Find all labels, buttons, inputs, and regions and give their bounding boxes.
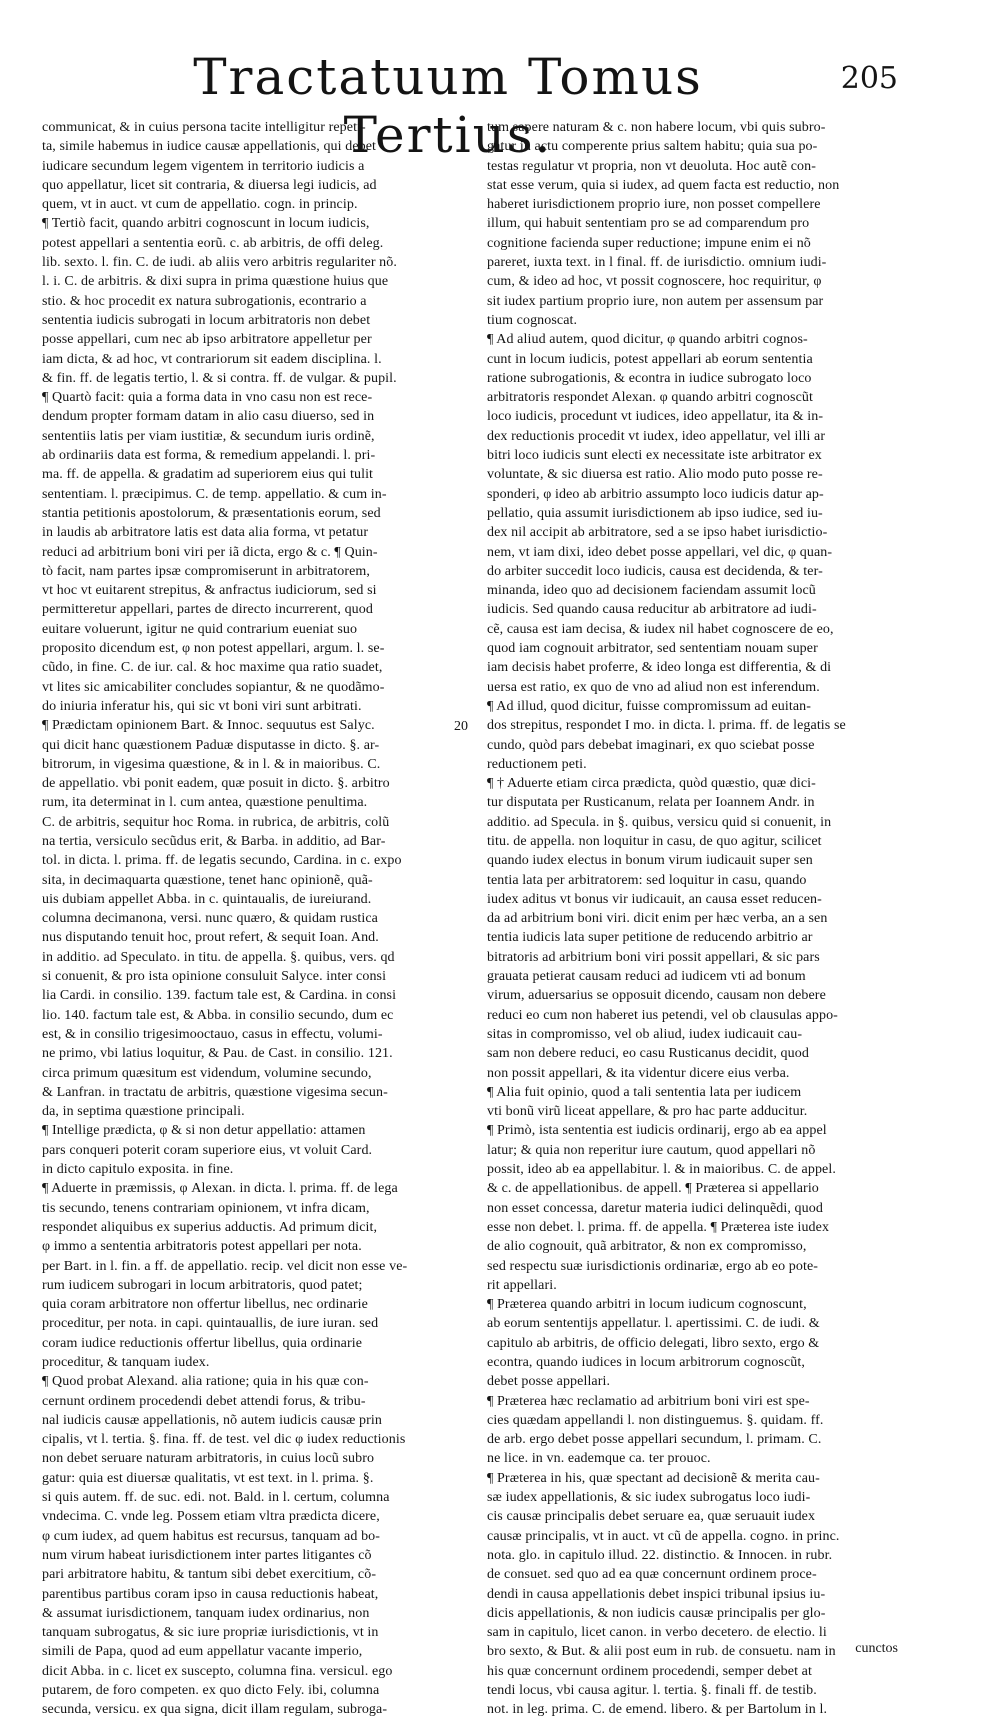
text-line: & c. de appellationibus. de appell. ¶ Præterea si appellario xyxy=(487,1181,819,1197)
text-line: cognitione facienda super reductione; impune enim ei nõ xyxy=(487,235,811,251)
text-line: sententia iudicis subrogati in locum arbitratoris non debet xyxy=(42,312,371,328)
text-line: sed respectu suæ iurisdictionis ordinariæ, ergo ab eo pote- xyxy=(487,1258,819,1274)
text-line: communicat, & in cuius persona tacite intelligitur repeti- xyxy=(42,120,366,135)
text-line: tentia lata per arbitratorem: sed loquitur in casu, quando xyxy=(487,872,807,888)
text-line: iudicare secundum legem vigentem in territorio iudicis a xyxy=(42,158,365,174)
text-line: quando iudex electus in bonum virum iudicauit super sen xyxy=(487,853,813,869)
text-line: coram iudice reductionis offertur libellus, quia ordinarie xyxy=(42,1335,363,1351)
text-line: lia Cardi. in consilio. 139. factum tale est, & Cardina. in consi xyxy=(42,988,397,1004)
text-line: tendi locus, vbi causa agitur. l. tertia. §. finali ff. de testib. xyxy=(487,1683,817,1699)
text-line: simili de Papa, quod ad eum appellatur vacante imperio, xyxy=(42,1644,363,1660)
text-line: ¶ † Aduerte etiam circa prædicta, quòd quæstio, quæ dici- xyxy=(487,776,816,792)
text-line: uersa est ratio, ex quo de vno ad aliud non est inferendum. xyxy=(487,679,820,695)
text-line: sententiam. l. præcipimus. C. de temp. appellatio. & cum in- xyxy=(42,486,387,502)
text-line: ¶ Ad aliud autem, quod dicitur, φ quando arbitri cognos- xyxy=(487,332,808,348)
text-line: illum, qui habuit sententiam pro se ad comparendum pro xyxy=(487,216,810,232)
text-line: ¶ Quartò facit: quia a forma data in vno casu non est rece- xyxy=(42,390,373,406)
text-line: & Lanfran. in tractatu de arbitris, quæstione vigesima secun- xyxy=(42,1084,388,1100)
text-line: do arbiter succedit loco iudicis, causa est decidenda, & ter- xyxy=(487,563,823,579)
text-line: ¶ Prædictam opinionem Bart. & Innoc. sequutus est Salyc. xyxy=(42,718,375,734)
text-line: ¶ Quod probat Alexand. alia ratione; quia in his quæ con- xyxy=(42,1374,369,1390)
text-line: reduci eo cum non haberet ius petendi, vel ob clausulas appo- xyxy=(487,1007,838,1023)
text-line: ¶ Præterea in his, quæ spectant ad decisionẽ & merita cau- xyxy=(487,1470,820,1486)
text-line: pari arbitratore habitu, & tantum sibi debet exercitium, cõ- xyxy=(42,1567,377,1583)
text-line: vt lites sic amicabiliter concludes sopiantur, & ne quodãmo- xyxy=(42,679,385,695)
text-line: not. in leg. prima. C. de emend. libero. & per Bartolum in l. xyxy=(487,1702,828,1718)
text-line: his quæ concernunt ordinem procedendi, semper debet at xyxy=(487,1663,812,1679)
text-line: stat esse verum, quia si iudex, ad quem facta est reductio, non xyxy=(487,177,840,193)
text-line: non esset concessa, daretur materia iudici delinquẽdi, quod xyxy=(487,1200,823,1216)
text-line: haberet iurisdictionem proprio iure, non posset compellere xyxy=(487,197,821,213)
text-line: tium cognoscat. xyxy=(487,312,578,328)
text-line: latur; & quia non reperitur iure cautum, quod appellari nõ xyxy=(487,1142,816,1158)
text-line: ¶ Alia fuit opinio, quod a tali sententia lata per iudicem xyxy=(487,1084,802,1100)
text-line: rit appellari. xyxy=(487,1277,557,1293)
text-line: tanquam subrogatus, & sic iure propriæ iurisdictionis, vt in xyxy=(42,1625,379,1641)
text-line: voluntate, & sic diuersa est ratio. Alio modo puto posse re- xyxy=(487,467,823,483)
text-line: circa primum quæsitum est videndum, volumine secundo, xyxy=(42,1065,372,1081)
text-line: dendum propter formam datam in alio casu diuerso, sed in xyxy=(42,409,375,425)
text-line: ratione subrogationis, & econtra in iudice subrogato loco xyxy=(487,370,812,386)
text-line: vti bonũ virũ liceat appellare, & pro hac parte adducitur. xyxy=(487,1104,808,1120)
text-line: capitulo ab arbitris, de officio delegati, libro sexto, ergo & xyxy=(487,1335,820,1351)
text-line: dex reductionis procedit vt iudex, ideo appellatur, vel illi ar xyxy=(487,428,826,444)
text-line: iam dicta, & ad hoc, vt contrariorum sit eadem disciplina. l. xyxy=(42,351,382,367)
text-line: tur disputata per Rusticanum, relata per Ioannem Andr. in xyxy=(487,795,815,811)
text-line: respondet aliquibus ex superius adductis. Ad primum dicit, xyxy=(42,1219,378,1235)
text-line: nota. glo. in capitulo illud. 22. distinctio. & Innocen. in rubr. xyxy=(487,1547,833,1563)
text-line: do iniuria inferatur his, qui sic vt boni viri sunt arbitrati. xyxy=(42,698,362,714)
text-line: l. i. C. de arbitris. & dixi supra in prima quæstione huius que xyxy=(42,274,389,290)
running-title: Tractatuum Tomus Tertius. xyxy=(193,48,703,164)
text-line: sam non debere reduci, eo casu Rusticanus decidit, quod xyxy=(487,1046,809,1062)
text-line: bitri loco iudicis sunt electi ex necessitate iste arbitrator ex xyxy=(487,448,822,464)
text-line: tol. in dicta. l. prima. ff. de legatis secundo, Cardina. in c. expo xyxy=(42,853,402,869)
text-line: sententiis latis per viam iustitiæ, & secundum iuris ordinẽ, xyxy=(42,428,375,444)
text-line: cernunt ordinem procedendi debet attendi forus, & tribu- xyxy=(42,1393,366,1409)
text-line: grauata petierat causam reduci ad iudicem vti ad bonum xyxy=(487,969,806,985)
text-line: ne lice. in vn. eademque ca. ter prouoc. xyxy=(487,1451,711,1467)
text-line: posse appellari, cum nec ab ipso arbitratore appelletur per xyxy=(42,332,372,348)
text-line: de alio cognouit, quã arbitrator, & non ex compromisso, xyxy=(487,1239,807,1255)
text-line: parentibus partibus coram ipso in causa reductionis habeat, xyxy=(42,1586,379,1602)
text-line: ab eorum sententijs appellatur. l. apertissimi. C. de iudi. & xyxy=(487,1316,820,1332)
text-line: & assumat iurisdictionem, tanquam iudex ordinarius, non xyxy=(42,1605,370,1621)
text-line: quo appellatur, licet sit contraria, & diuersa legi iudicis, ad xyxy=(42,177,377,193)
text-line: virum, aduersarius se opposuit dicendo, causam non debere xyxy=(487,988,826,1004)
text-line: vt hoc vt euitarent strepitus, & anfractus iudiciorum, sed si xyxy=(42,583,377,599)
text-line: tis secundo, tenens contrariam opinionem, vt infra dicam, xyxy=(42,1200,370,1216)
text-line: φ cum iudex, ad quem habitus est recursus, tanquam ad bo- xyxy=(42,1528,381,1544)
text-line: bitratoris ad arbitrium boni viri possit appellari, & sic pars xyxy=(487,949,820,965)
text-line: de consuet. sed quo ad ea quæ concernunt ordinem proce- xyxy=(487,1567,817,1583)
text-line: permitteretur appellari, partes de directo incurrerent, quod xyxy=(42,602,373,618)
text-line: cundo, quòd pars debebat imaginari, ex quo sciebat posse xyxy=(487,737,815,753)
text-line: reduci ad arbitrium boni viri per iã dicta, ergo & c. ¶ Quin- xyxy=(42,544,378,560)
text-line: quod iam cognouit arbitrator, sed sententiam nouam super xyxy=(487,641,818,657)
text-line: testas regulatur vt propria, non vt deuoluta. Hoc autẽ con- xyxy=(487,158,816,174)
text-line: pars conqueri poterit coram superiore eius, vt voluit Card. xyxy=(42,1142,373,1158)
page-number: 205 xyxy=(840,61,898,96)
text-line: putarem, de foro competen. ex quo dicto Fely. ibi, columna xyxy=(42,1683,380,1699)
text-line: reductionem peti. xyxy=(487,756,587,772)
text-line: ¶ Præterea quando arbitri in locum iudicum cognoscunt, xyxy=(487,1297,807,1313)
text-line: nus disputando tenuit hoc, prout refert, & sequit Ioan. And. xyxy=(42,930,379,946)
text-line: sponderi, φ ideo ab arbitrio assumpto loco iudicis datur ap- xyxy=(487,486,824,502)
text-line: rum iudicem subrogari in locum arbitratoris, quod patet; xyxy=(42,1277,363,1293)
text-line: iam decisis habet proferre, & ideo longa est differentia, & di xyxy=(487,660,832,676)
text-line: euitare voluerunt, igitur ne quid contrarium eueniat suo xyxy=(42,621,358,637)
text-line: sit iudex partium proprio iure, non autem per assensum par xyxy=(487,293,824,309)
text-line: quia coram arbitratore non offertur libellus, nec ordinarie xyxy=(42,1297,368,1313)
text-line: sæ iudex appellationis, & sic iudex subrogatus loco iudi- xyxy=(487,1490,811,1506)
text-line: na tertia, versiculo secũdus erit, & Barba. in additio, ad Bar- xyxy=(42,833,386,849)
text-line: per Bart. in l. fin. a ff. de appellatio. recip. vel dicit non esse ve- xyxy=(42,1258,408,1274)
text-line: econtra, quando iudices in locum arbitrorum cognoscũt, xyxy=(487,1355,805,1370)
text-line: ma. ff. de appella. & gradatim ad superiorem eius qui tulit xyxy=(42,467,374,483)
right-text-column xyxy=(487,118,859,1718)
text-line: ¶ Tertiò facit, quando arbitri cognoscunt in locum iudicis, xyxy=(42,216,370,232)
text-line: in laudis ab arbitratore latis est data alia forma, vt petatur xyxy=(42,525,369,541)
margin-line-number: 20 xyxy=(454,719,468,734)
text-line: si quis autem. ff. de suc. edi. not. Bald. in l. certum, columna xyxy=(42,1490,390,1506)
text-line: minanda, ideo quo ad decisionem faciendam assumit locũ xyxy=(487,583,816,599)
text-line: possit, ideo ab ea appellabitur. l. & in maioribus. C. de appel. xyxy=(487,1162,836,1178)
text-line: potest appellari a sententia eorũ. c. ab arbitris, de offi deleg. xyxy=(42,235,384,251)
text-line: sitas in compromisso, vel ob aliud, iudex iudicauit cau- xyxy=(487,1026,803,1042)
text-line: secunda, versicu. ex qua signa, dicit illam regulam, subroga- xyxy=(42,1702,388,1718)
text-line: bro sexto, & But. & alii post eum in rub. de consuetu. nam in xyxy=(487,1644,836,1660)
text-line: debet posse appellari. xyxy=(487,1374,611,1390)
text-line: tentia iudicis lata super petitione de reducendo arbitrio ar xyxy=(487,930,813,946)
text-line: loco iudicis, procedunt vt iudices, ideo appellatur, ita & in- xyxy=(487,409,824,425)
text-line: columna decimanona, versi. nunc quæro, & quidam rustica xyxy=(42,911,378,927)
text-line: dicis appellationis, & non iudicis causæ principalis per glo- xyxy=(487,1605,826,1621)
text-line: tum sapere naturam & c. non habere locum, vbi quis subro- xyxy=(487,120,826,135)
text-line: in additio. ad Speculato. in titu. de appella. §. quibus, vers. qd xyxy=(42,949,395,965)
text-line: lib. sexto. l. fin. C. de iudi. ab aliis vero arbitris regulariter nõ. xyxy=(42,255,397,271)
text-line: vndecima. C. vnde leg. Possem etiam vltra prædicta dicere, xyxy=(42,1509,380,1525)
text-line: additio. ad Specula. in §. quibus, versicu quid si conuenit, in xyxy=(487,814,832,830)
text-line: proceditur, & tanquam iudex. xyxy=(42,1355,210,1370)
text-line: arbitratoris respondet Alexan. φ quando arbitri cognoscũt xyxy=(487,390,813,406)
text-line: non debet seruare naturam arbitratoris, in cuius locũ subro xyxy=(42,1451,375,1467)
text-line: proposito dicendum est, φ non potest appellari, argum. l. se- xyxy=(42,641,385,657)
text-line: ¶ Primò, ista sententia est iudicis ordinarij, ergo ab ea appel xyxy=(487,1123,827,1139)
text-line: est, & in consilio trigesimooctauo, casus in effectu, volumi- xyxy=(42,1026,383,1042)
text-line: & fin. ff. de legatis tertio, l. & si contra. ff. de vulgar. & pupil. xyxy=(42,370,397,386)
text-line: cum, & ideo ad hoc, vt possit cognoscere, hoc requiritur, φ xyxy=(487,274,822,290)
text-line: ¶ Ad illud, quod dicitur, fuisse compromissum ad euitan- xyxy=(487,698,812,714)
text-line: C. de arbitris, sequitur hoc Roma. in rubrica, de arbitris, colũ xyxy=(42,814,390,830)
text-line: in dicto capitulo exposita. in fine. xyxy=(42,1162,234,1178)
text-line: φ immo a sententia arbitratoris potest appellari per nota. xyxy=(42,1239,362,1255)
text-line: dex nil accipit ab arbitratore, sed a se ipso habet iurisdictio- xyxy=(487,525,828,541)
text-line: ¶ Intellige prædicta, φ & si non detur appellatio: attamen xyxy=(42,1123,366,1139)
text-line: stio. & hoc procedit ex natura subrogationis, econtrario a xyxy=(42,293,367,309)
text-line: ab ordinariis data est forma, & remedium appelandi. l. pri- xyxy=(42,448,376,464)
text-line: non possit appellari, & ita videntur dicere eius verba. xyxy=(487,1065,790,1081)
text-line: nem, vt iam dixi, ideo debet posse appellari, vel dic, φ quan- xyxy=(487,544,833,560)
text-line: ta, simile habemus in iudice causæ appellationis, qui debet xyxy=(42,139,377,155)
text-line: num virum habeat iurisdictionem inter partes litigantes cõ xyxy=(42,1547,372,1563)
text-line: ne primo, vbi latius loquitur, & Pau. de Cast. in consilio. 121. xyxy=(42,1046,393,1062)
text-line: dos strepitus, respondet I mo. in dicta. l. prima. ff. de legatis se xyxy=(487,718,846,734)
text-line: gatur: quia est diuersæ qualitatis, vt est text. in l. prima. §. xyxy=(42,1470,374,1486)
text-line: iudicis. Sed quando causa reducitur ab arbitratore ad iudi- xyxy=(487,602,817,618)
text-line: si conuenit, & pro ista opinione consuluit Salyce. inter consi xyxy=(42,969,387,985)
text-line: dendi in causa appellationis debet inspici tribunal ipsius iu- xyxy=(487,1586,826,1602)
text-line: de arb. ergo debet posse appellari secundum, l. primam. C. xyxy=(487,1432,822,1448)
text-line: da, in septima quæstione principali. xyxy=(42,1104,245,1120)
catchword: cunctos xyxy=(855,1641,898,1656)
text-line: ¶ Præterea hæc reclamatio ad arbitrium boni viri est spe- xyxy=(487,1393,810,1409)
text-line: iudex aditus vt bonus vir iudicauit, an causa esset reducen- xyxy=(487,891,822,907)
text-line: lio. 140. factum tale est, & Abba. in consilio secundo, dum ec xyxy=(42,1007,394,1023)
text-line: esse non debet. l. prima. ff. de appella. ¶ Præterea iste iudex xyxy=(487,1219,830,1235)
text-line: quem, vt in auct. vt cum de appellatio. cogn. in princip. xyxy=(42,197,358,213)
text-line: pellatio, quia assumit iurisdictionem ab ipso iudice, sed iu- xyxy=(487,505,823,521)
text-line: pareret, iuxta text. in l final. ff. de iurisdictio. omnium iudi- xyxy=(487,255,827,271)
text-line: cipalis, vt l. tertia. §. fina. ff. de test. vel dic φ iudex reductionis xyxy=(42,1432,406,1448)
text-line: ¶ Aduerte in præmissis, φ Alexan. in dicta. l. prima. ff. de lega xyxy=(42,1181,398,1197)
left-text-column xyxy=(42,118,414,1718)
text-line: da ad arbitrium boni viri. dicit enim per hæc verba, an a sen xyxy=(487,911,828,927)
text-line: bitrorum, in vigesima quæstione, & in l. & in maioribus. C. xyxy=(42,756,381,772)
text-line: nal iudicis causæ appellationis, nõ autem iudicis causæ prin xyxy=(42,1412,382,1428)
text-line: gatur in actu comperente prius saltem habitu; quia sua po- xyxy=(487,139,818,155)
text-line: sam in capitulo, licet canon. in verbo decetero. de electio. li xyxy=(487,1625,827,1641)
text-line: qui dicit hanc quæstionem Paduæ disputasse in dicto. §. ar- xyxy=(42,737,380,753)
text-line: titu. de appella. non loquitur in casu, de quo agitur, scilicet xyxy=(487,833,822,849)
text-line: cies quædam appellandi l. non distinguemus. §. quidam. ff. xyxy=(487,1412,824,1428)
text-line: de appellatio. vbi ponit eadem, quæ posuit in dicto. §. arbitro xyxy=(42,776,390,792)
text-line: rum, ita determinat in l. cum antea, quæstione penultima. xyxy=(42,795,368,811)
text-line: sita, in decimaquarta quæstione, tenet hanc opinionẽ, quã- xyxy=(42,872,373,888)
text-line: uis dubiam appellet Abba. in c. quintaualis, de iureiurand. xyxy=(42,891,372,907)
text-line: causæ principalis, vt in auct. vt cũ de appella. cogno. in princ. xyxy=(487,1528,840,1544)
text-line: cẽ, causa est iam decisa, & iudex nil habet cognoscere de eo, xyxy=(487,621,834,637)
text-line: cis causæ principalis debet seruare ea, quæ seruauit iudex xyxy=(487,1509,816,1525)
text-line: stantia petitionis apostolorum, & præsentationis eorum, sed xyxy=(42,505,381,521)
text-line: cũdo, in fine. C. de iur. cal. & hoc maxime qua ratio suadet, xyxy=(42,660,383,676)
text-line: tò facit, nam partes ipsæ compromiserunt in arbitratorem, xyxy=(42,563,371,579)
text-line: dicit Abba. in c. licet ex suscepto, columna fina. versicul. ego xyxy=(42,1663,393,1679)
text-line: cunt in locum iudicis, potest appellari ab eorum sententia xyxy=(487,351,813,367)
text-line: proceditur, per nota. in capi. quintauallis, de iure iuran. sed xyxy=(42,1316,379,1332)
